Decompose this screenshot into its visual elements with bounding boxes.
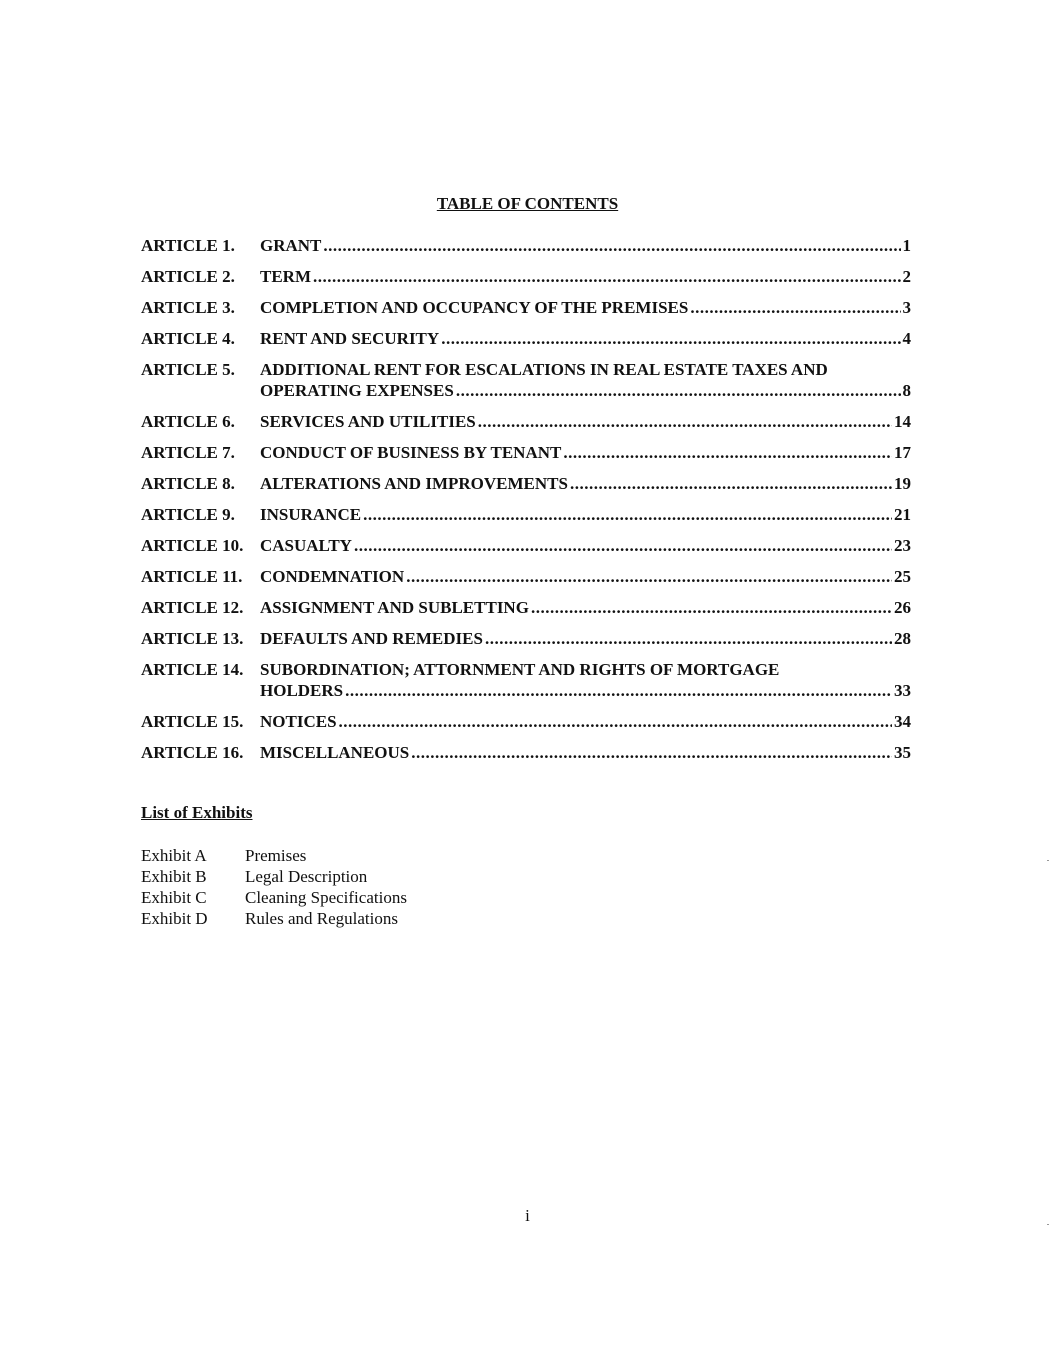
- exhibit-item: [141, 866, 407, 887]
- toc-entry-body: [260, 266, 911, 287]
- toc-dot-leader: [563, 442, 892, 463]
- toc-dot-leader: [411, 742, 892, 763]
- toc-line: [260, 566, 911, 587]
- toc-entry-body: [260, 473, 911, 494]
- toc-page-number: 28: [894, 629, 911, 648]
- toc-page-number: 25: [894, 567, 911, 586]
- toc-dot-leader: [456, 380, 901, 401]
- toc-entry-body: [260, 659, 911, 701]
- toc-dot-leader: [313, 266, 901, 287]
- toc-dot-leader: [354, 535, 892, 556]
- toc-line: [260, 659, 911, 680]
- toc-entry-body: [260, 359, 911, 401]
- toc-entry-body: [260, 328, 911, 349]
- toc-article-title: TERM: [260, 267, 311, 286]
- toc-dot-leader: [323, 235, 900, 256]
- toc-page-number: 8: [902, 381, 911, 400]
- toc-line: [260, 297, 911, 318]
- toc-article-title: MISCELLANEOUS: [260, 743, 410, 762]
- toc-page-number: 4: [902, 329, 911, 348]
- toc-entry: [141, 535, 911, 556]
- toc-line: [260, 473, 911, 494]
- scan-mark: [1047, 1224, 1049, 1225]
- toc-line: [260, 535, 911, 556]
- toc-article-title: RENT AND SECURITY: [260, 329, 440, 348]
- toc-entry: [141, 504, 911, 525]
- exhibit-id: Exhibit C: [141, 888, 207, 907]
- toc-page-number: 21: [894, 505, 911, 524]
- toc-entry-body: [260, 566, 911, 587]
- toc-dot-leader: [478, 411, 892, 432]
- toc-article-number: ARTICLE 5.: [141, 360, 235, 379]
- toc-dot-leader: [441, 328, 900, 349]
- toc-article-title: CASUALTY: [260, 536, 352, 555]
- toc-entry-body: [260, 628, 911, 649]
- toc-article-title: ADDITIONAL RENT FOR ESCALATIONS IN REAL ESTATE TAXES AND: [260, 360, 828, 379]
- toc-entry-body: [260, 297, 911, 318]
- toc-entry: [141, 473, 911, 494]
- toc-page-number: 1: [902, 236, 911, 255]
- toc-entry-body: [260, 411, 911, 432]
- toc-entry: [141, 411, 911, 432]
- toc-entry: [141, 328, 911, 349]
- exhibit-name: Cleaning Specifications: [245, 888, 407, 907]
- toc-page-number: 23: [894, 536, 911, 555]
- toc-dot-leader: [363, 504, 892, 525]
- toc-line: [260, 504, 911, 525]
- toc-entry-body: [260, 535, 911, 556]
- toc-line: [260, 411, 911, 432]
- toc-entry-body: [260, 504, 911, 525]
- toc-article-title: CONDEMNATION: [260, 567, 405, 586]
- toc-line: [260, 235, 911, 256]
- toc-article-number: ARTICLE 1.: [141, 236, 235, 255]
- toc-page-number: 3: [902, 298, 911, 317]
- exhibit-list: [141, 845, 407, 929]
- toc-article-number: ARTICLE 12.: [141, 598, 244, 617]
- toc-article-title: ALTERATIONS AND IMPROVEMENTS: [260, 474, 568, 493]
- toc-entry-body: [260, 597, 911, 618]
- toc-entry: [141, 235, 911, 256]
- toc-entry: [141, 297, 911, 318]
- toc-article-number: ARTICLE 4.: [141, 329, 235, 348]
- exhibit-name: Premises: [245, 846, 307, 865]
- toc-dot-leader: [345, 680, 892, 701]
- exhibit-id: Exhibit D: [141, 909, 208, 928]
- toc-page-number: 35: [894, 743, 911, 762]
- toc-dot-leader: [485, 628, 892, 649]
- toc-article-title: ASSIGNMENT AND SUBLETTING: [260, 598, 529, 617]
- toc-article-number: ARTICLE 8.: [141, 474, 235, 493]
- toc-entry: [141, 266, 911, 287]
- toc-page-number: 34: [894, 712, 911, 731]
- exhibit-item: [141, 908, 407, 929]
- toc-entry: [141, 359, 911, 401]
- exhibit-id: Exhibit A: [141, 846, 207, 865]
- toc-page-number: 26: [894, 598, 911, 617]
- toc-article-title: DEFAULTS AND REMEDIES: [260, 629, 483, 648]
- toc-entry-body: [260, 235, 911, 256]
- toc-entry: [141, 442, 911, 463]
- exhibit-item: [141, 845, 407, 866]
- table-of-contents: [141, 235, 911, 773]
- toc-dot-leader: [570, 473, 892, 494]
- toc-title: TABLE OF CONTENTS: [436, 194, 619, 213]
- toc-article-title: CONDUCT OF BUSINESS BY TENANT: [260, 443, 562, 462]
- toc-entry-body: [260, 742, 911, 763]
- toc-entry-body: [260, 442, 911, 463]
- toc-entry: [141, 566, 911, 587]
- toc-entry: [141, 711, 911, 732]
- toc-line: [260, 597, 911, 618]
- toc-line: [260, 742, 911, 763]
- toc-article-number: ARTICLE 13.: [141, 629, 244, 648]
- toc-line: [260, 628, 911, 649]
- toc-entry: [141, 597, 911, 618]
- toc-dot-leader: [339, 711, 892, 732]
- toc-article-number: ARTICLE 14.: [141, 660, 244, 679]
- toc-line: [260, 328, 911, 349]
- toc-article-title: SERVICES AND UTILITIES: [260, 412, 476, 431]
- exhibit-item: [141, 887, 407, 908]
- toc-line: [260, 711, 911, 732]
- toc-entry: [141, 628, 911, 649]
- toc-article-title: GRANT: [260, 236, 322, 255]
- toc-article-number: ARTICLE 11.: [141, 567, 243, 586]
- toc-page-number: 19: [894, 474, 911, 493]
- toc-article-title: OPERATING EXPENSES: [260, 381, 454, 400]
- toc-line: [260, 380, 911, 401]
- toc-page-number: 2: [902, 267, 911, 286]
- toc-line: [260, 359, 911, 380]
- toc-article-number: ARTICLE 6.: [141, 412, 235, 431]
- toc-article-title: COMPLETION AND OCCUPANCY OF THE PREMISES: [260, 298, 689, 317]
- toc-entry-body: [260, 711, 911, 732]
- exhibit-name: Rules and Regulations: [245, 909, 398, 928]
- toc-article-title: SUBORDINATION; ATTORNMENT AND RIGHTS OF MORTGAGE: [260, 660, 780, 679]
- toc-article-number: ARTICLE 10.: [141, 536, 244, 555]
- toc-page-number: 17: [894, 443, 911, 462]
- page-number: i: [525, 1206, 530, 1225]
- toc-article-number: ARTICLE 15.: [141, 712, 244, 731]
- scan-mark: [1047, 860, 1049, 861]
- toc-dot-leader: [531, 597, 892, 618]
- toc-article-number: ARTICLE 16.: [141, 743, 244, 762]
- toc-entry: [141, 659, 911, 701]
- toc-article-title: HOLDERS: [260, 681, 344, 700]
- toc-line: [260, 442, 911, 463]
- exhibits-heading: List of Exhibits: [141, 803, 253, 822]
- toc-line: [260, 266, 911, 287]
- toc-dot-leader: [406, 566, 892, 587]
- toc-article-title: NOTICES: [260, 712, 337, 731]
- toc-entry: [141, 742, 911, 763]
- toc-article-number: ARTICLE 7.: [141, 443, 235, 462]
- toc-dot-leader: [690, 297, 900, 318]
- toc-page-number: 33: [894, 681, 911, 700]
- toc-article-title: INSURANCE: [260, 505, 362, 524]
- toc-article-number: ARTICLE 9.: [141, 505, 235, 524]
- toc-article-number: ARTICLE 2.: [141, 267, 235, 286]
- toc-article-number: ARTICLE 3.: [141, 298, 235, 317]
- toc-page-number: 14: [894, 412, 911, 431]
- exhibit-name: Legal Description: [245, 867, 368, 886]
- exhibit-id: Exhibit B: [141, 867, 207, 886]
- toc-line: [260, 680, 911, 701]
